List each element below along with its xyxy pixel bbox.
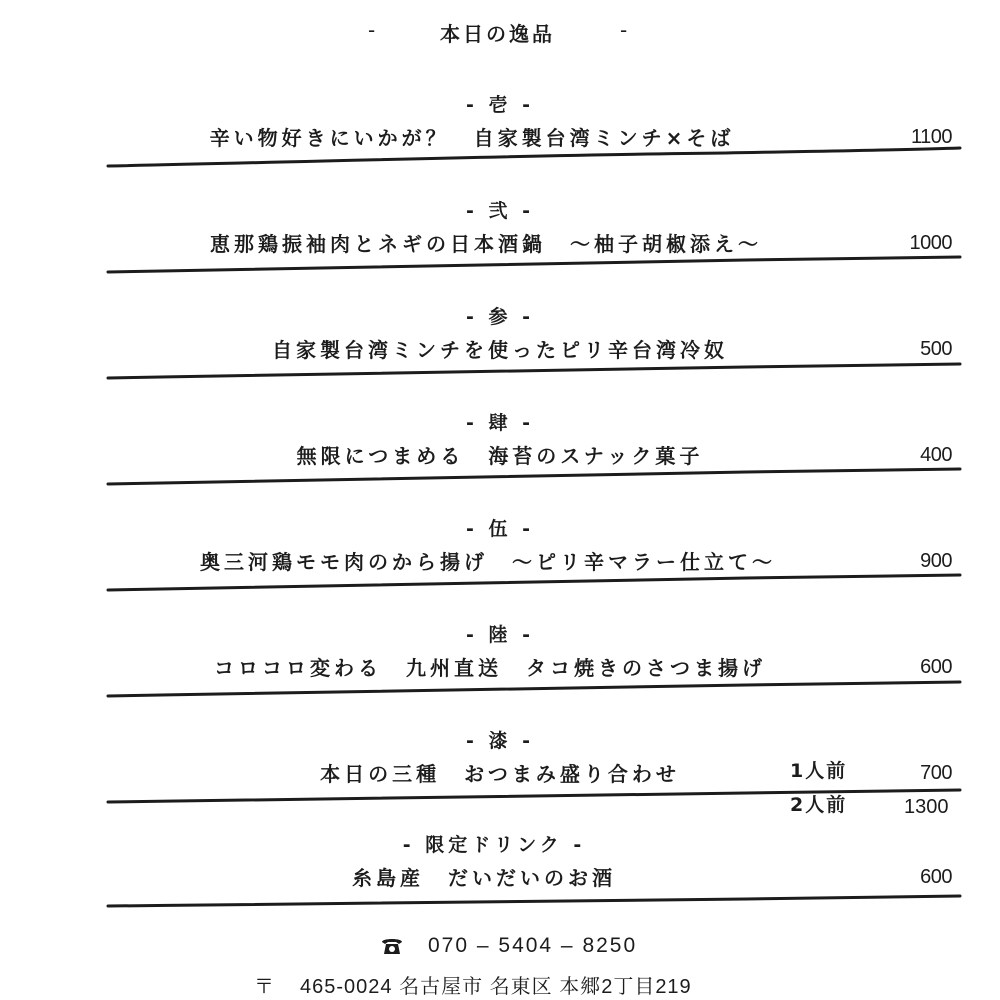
item-price: 400 xyxy=(920,444,952,466)
menu-item xyxy=(0,90,1000,190)
divider-line xyxy=(106,252,962,274)
title-dash-right: - xyxy=(620,18,628,42)
divider-line xyxy=(106,886,962,908)
item-price-double: 1300 xyxy=(904,796,949,818)
menu-item xyxy=(0,726,1000,826)
item-name: 無限につまめる 海苔のスナック菓子 xyxy=(296,444,704,468)
menu-item xyxy=(0,620,1000,720)
menu-item xyxy=(0,302,1000,402)
item-price: 900 xyxy=(920,550,952,572)
phone-number: 070 – 5404 – 8250 xyxy=(428,934,638,957)
menu-title xyxy=(0,18,1000,48)
item-name: 恵那鶏振袖肉とネギの日本酒鍋 ～柚子胡椒添え～ xyxy=(210,232,762,256)
item-price: 500 xyxy=(920,338,952,360)
page-title: 本日の逸品 xyxy=(440,22,555,46)
divider-line xyxy=(106,358,962,380)
telephone-icon xyxy=(380,936,404,956)
item-number: - 伍 - xyxy=(465,518,534,540)
item-price: 700 xyxy=(920,762,952,784)
item-name: 糸島産 だいだいのお酒 xyxy=(352,866,616,890)
item-price: 600 xyxy=(920,866,952,888)
item-name: 本日の三種 おつまみ盛り合わせ xyxy=(320,762,680,786)
menu-item xyxy=(0,830,1000,930)
menu-item xyxy=(0,196,1000,296)
serving-size-double: 2人前 xyxy=(790,794,848,816)
item-number: - 弐 - xyxy=(465,200,534,222)
divider-line xyxy=(106,464,962,486)
item-number: - 陸 - xyxy=(465,624,534,646)
item-number: - 肆 - xyxy=(465,412,534,434)
item-number: - 参 - xyxy=(465,306,534,328)
item-name: 奥三河鶏モモ肉のから揚げ ～ピリ辛マラー仕立て～ xyxy=(200,550,776,574)
postal-mark: 〒 xyxy=(254,974,274,998)
item-price: 600 xyxy=(920,656,952,678)
divider-line xyxy=(106,676,962,698)
item-number: - 漆 - xyxy=(465,730,534,752)
item-price: 1100 xyxy=(910,126,952,148)
address: 465-0024 名古屋市 名東区 本郷2丁目219 xyxy=(300,976,692,998)
item-name: 辛い物好きにいかが？ 自家製台湾ミンチ×そば xyxy=(209,126,735,150)
item-number: - 限定ドリンク - xyxy=(402,834,586,856)
item-name: 自家製台湾ミンチを使ったピリ辛台湾冷奴 xyxy=(272,338,728,362)
divider-line xyxy=(106,146,962,168)
item-price: 1000 xyxy=(909,232,952,254)
title-dash-left: - xyxy=(368,18,376,42)
menu-item xyxy=(0,408,1000,508)
menu-item xyxy=(0,514,1000,614)
item-name: コロコロ変わる 九州直送 タコ焼きのさつま揚げ xyxy=(214,656,766,680)
item-number: - 壱 - xyxy=(465,94,534,116)
serving-size-single: 1人前 xyxy=(790,760,848,782)
divider-line xyxy=(106,570,962,592)
